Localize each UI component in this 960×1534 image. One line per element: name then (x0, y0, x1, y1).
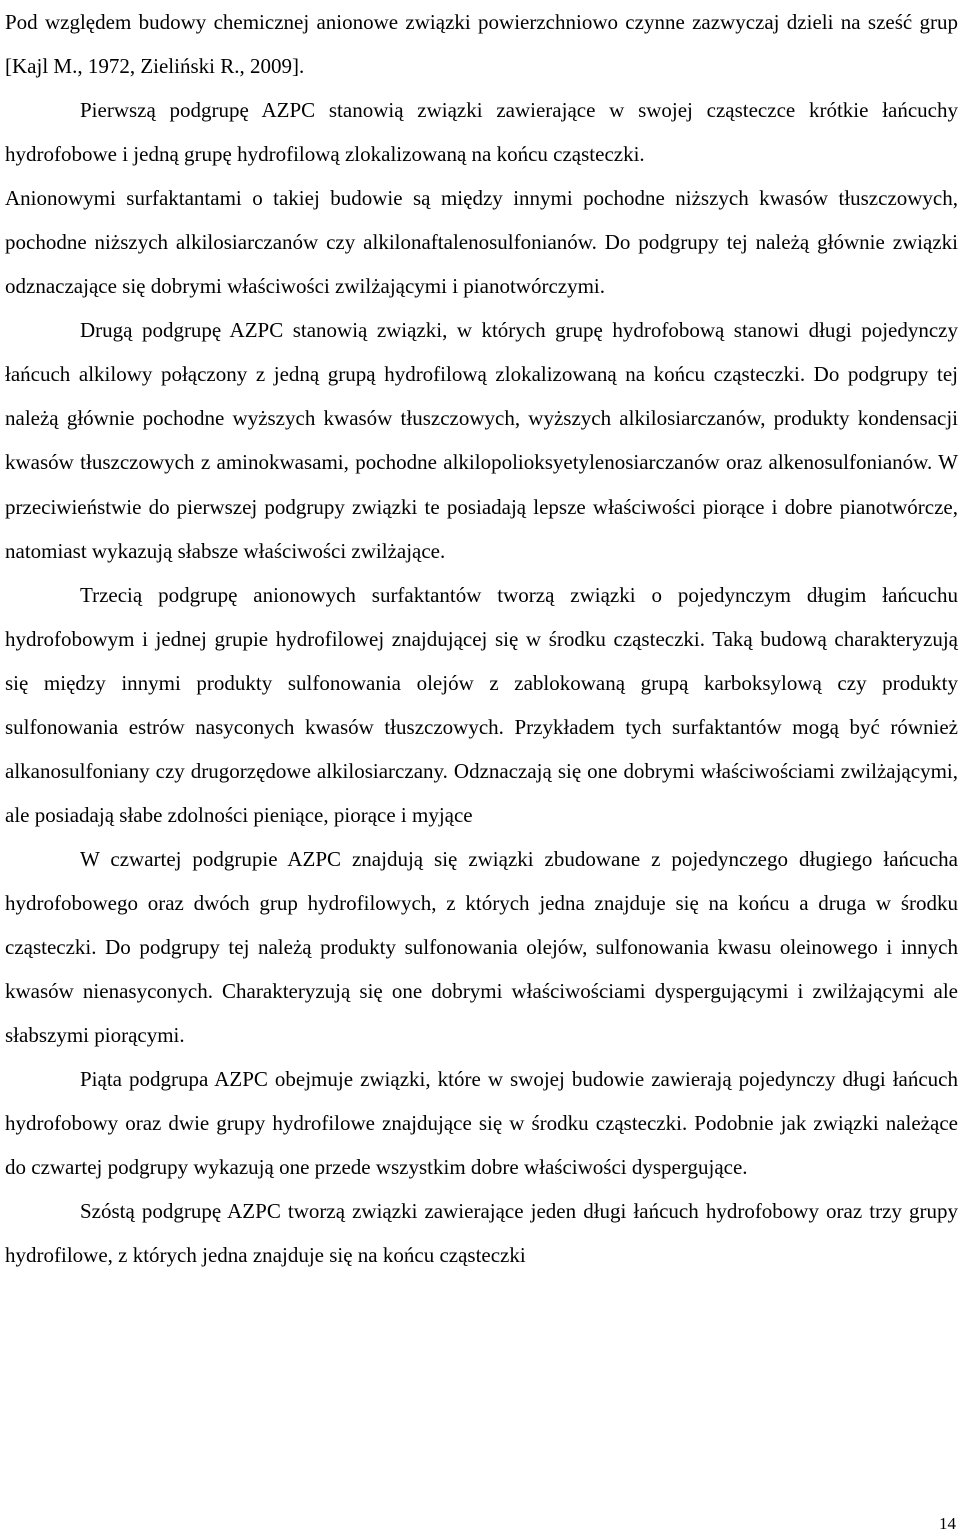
document-page (5, 0, 958, 1277)
paragraph-second-subgroup: Drugą podgrupę AZPC stanowią związki, w których grupę hydrofobową stanowi długi pojedynczy łańcuch alkilowy połączony z jedną grupą hydrofilową zlokalizowaną na końcu cząsteczki. Do podgrupy tej należą głównie pochodne wyższych kwasów tłuszczowych, wyższych alkilosiarczanów, produkty kondensacji kwasów tłuszczowych z aminokwasami, pochodne alkilopolioksyetylenosiarczanów oraz alkenosulfonianów. W przeciwieństwie do pierwszej podgrupy związki te posiadają lepsze właściwości piorące i dobre pianotwórcze, natomiast wykazują słabsze właściwości zwilżające. (5, 318, 958, 563)
paragraph-fourth-subgroup: W czwartej podgrupie AZPC znajdują się związki zbudowane z pojedynczego długiego łańcucha hydrofobowego oraz dwóch grup hydrofilowych, z których jedna znajduje się na końcu a druga w środku cząsteczki. Do podgrupy tej należą produkty sulfonowania olejów, sulfonowania kwasu oleinowego i innych kwasów nienasyconych. Charakteryzują się one dobrymi właściwościami dyspergującymi i zwilżającymi ale słabszymi piorącymi. (5, 846, 958, 1048)
paragraph-first-subgroup-examples: Anionowymi surfaktantami o takiej budowie są między innymi pochodne niższych kwasów tłuszczowych, pochodne niższych alkilosiarczanów czy alkilonaftalenosulfonianów. Do podgrupy tej należą głównie związki odznaczające się dobrymi właściwości zwilżającymi i pianotwórczymi. (5, 186, 958, 299)
paragraph-third-subgroup: Trzecią podgrupę anionowych surfaktantów tworzą związki o pojedynczym długim łańcuchu hydrofobowym i jednej grupie hydrofilowej znajdującej się w środku cząsteczki. Taką budową charakteryzują się między innymi produkty sulfonowania olejów z zablokowaną grupą karboksylową czy produkty sulfonowania estrów nasyconych kwasów tłuszczowych. Przykładem tych surfaktantów mogą być również alkanosulfoniany czy drugorzędowe alkilosiarczany. Odznaczają się one dobrymi właściwościami zwilżającymi, ale posiadają słabe zdolności pieniące, piorące i myjące (5, 582, 958, 827)
paragraph-intro: Pod względem budowy chemicznej anionowe związki powierzchniowo czynne zazwyczaj dzieli na sześć grup [Kajl M., 1972, Zieliński R., 2009]. (5, 10, 958, 79)
paragraph-first-subgroup: Pierwszą podgrupę AZPC stanowią związki zawierające w swojej cząsteczce krótkie łańcuchy hydrofobowe i jedną grupę hydrofilową zlokalizowaną na końcu cząsteczki. (5, 98, 958, 167)
page-number: 14 (939, 1514, 956, 1533)
paragraph-sixth-subgroup: Szóstą podgrupę AZPC tworzą związki zawierające jeden długi łańcuch hydrofobowy oraz trzy grupy hydrofilowe, z których jedna znajduje się na końcu cząsteczki (5, 1199, 958, 1268)
paragraph-fifth-subgroup: Piąta podgrupa AZPC obejmuje związki, które w swojej budowie zawierają pojedynczy długi łańcuch hydrofobowy oraz dwie grupy hydrofilowe znajdujące się w środku cząsteczki. Podobnie jak związki należące do czwartej podgrupy wykazują one przede wszystkim dobre właściwości dyspergujące. (5, 1067, 958, 1180)
